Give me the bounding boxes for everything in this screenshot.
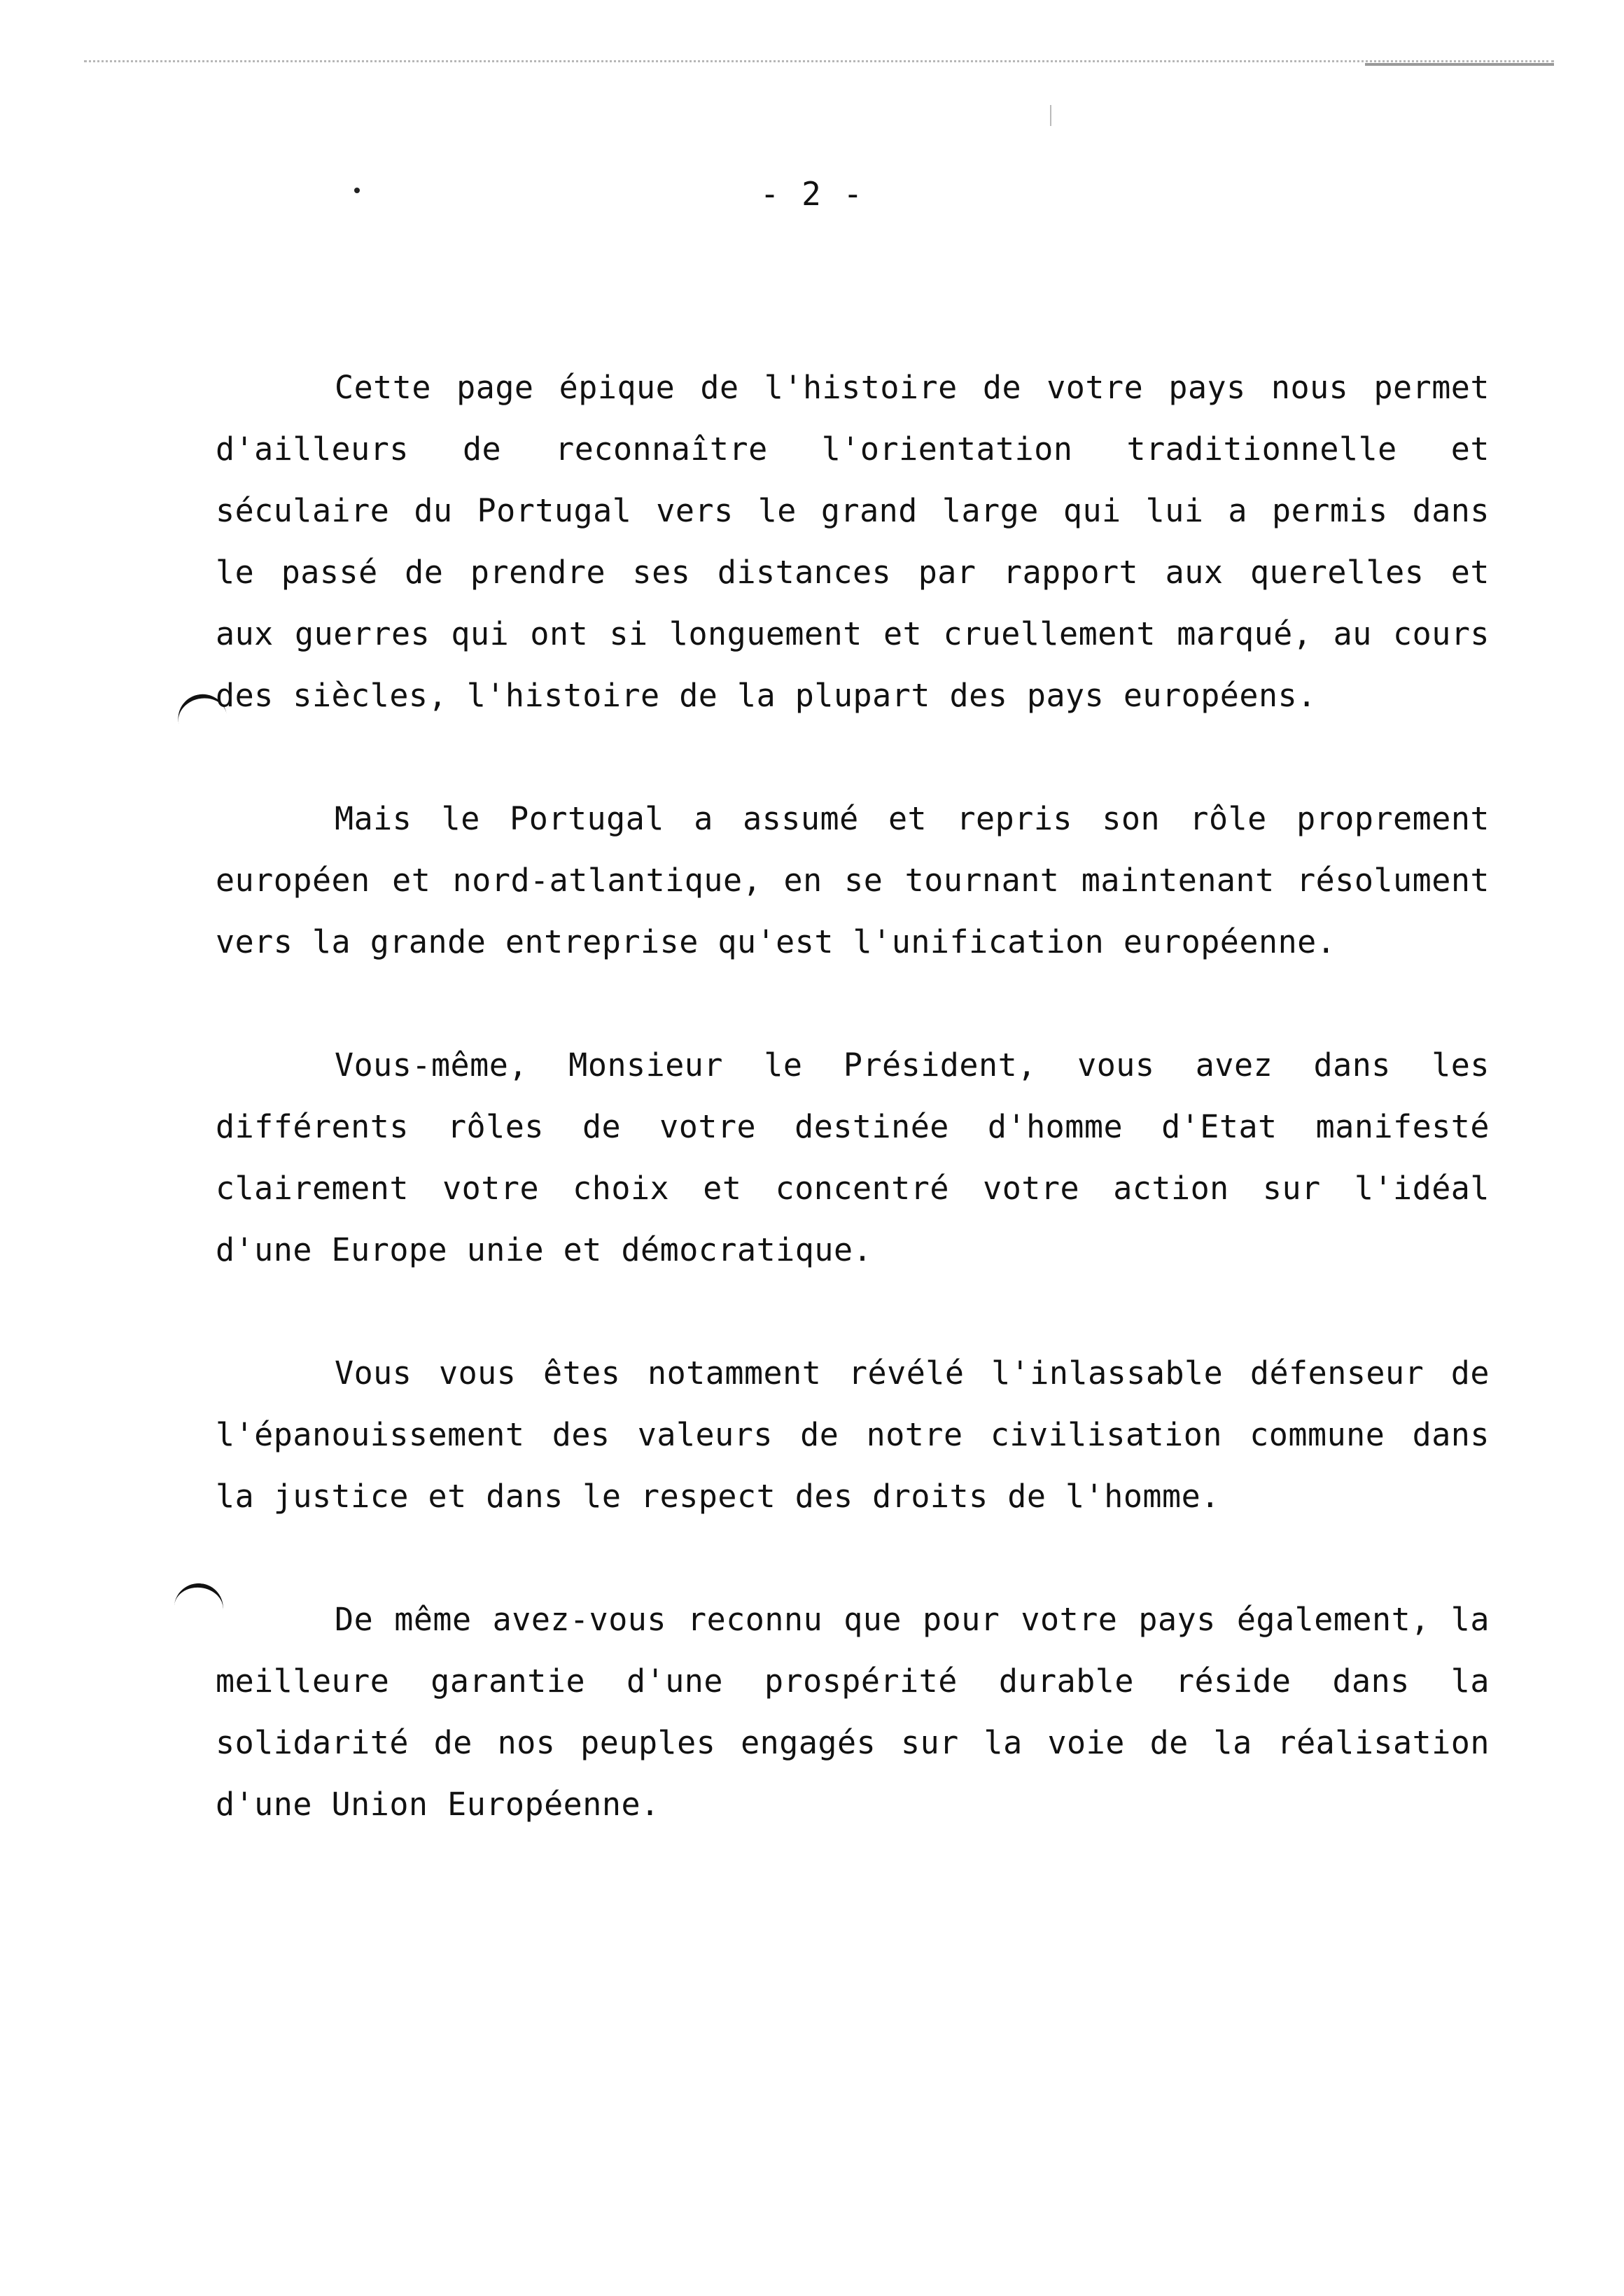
paragraph: Vous vous êtes notamment révélé l'inlassable défenseur de l'épanouissement des valeurs de notre civilisation commune dans la justice et dans le respect des droits de l'homme. [216,1354,1490,1515]
paragraph: De même avez-vous reconnu que pour votre pays également, la meilleure garantie d'une prospérité durable réside dans la solidarité de nos peuples engagés sur la voie de la réalisation d'une Union Européenne. [216,1601,1490,1823]
paragraph: Mais le Portugal a assumé et repris son rôle proprement européen et nord-atlantique, en se tournant maintenant résolument vers la grande entreprise qu'est l'unification européenne. [216,800,1490,960]
paragraph: Cette page épique de l'histoire de votre pays nous permet d'ailleurs de reconnaître l'orientation traditionnelle et séculaire du Portugal vers le grand large qui lui a permis dans le passé de prendre ses distances par rapport aux querelles et aux guerres qui ont si longuement et cruellement marqué, au cours des siècles, l'histoire de la plupart des pays européens. [216,369,1490,714]
paragraph: Vous-même, Monsieur le Président, vous avez dans les différents rôles de votre destinée d'homme d'Etat manifesté clairement votre choix et concentré votre action sur l'idéal d'une Europe unie et démocratique. [216,1046,1490,1268]
scan-mark [1050,105,1051,126]
letter-body [216,357,1490,1835]
scan-edge-artifact-dark [1365,63,1554,69]
page-number: - 2 - [760,175,864,213]
scan-edge-artifact [84,60,1554,69]
